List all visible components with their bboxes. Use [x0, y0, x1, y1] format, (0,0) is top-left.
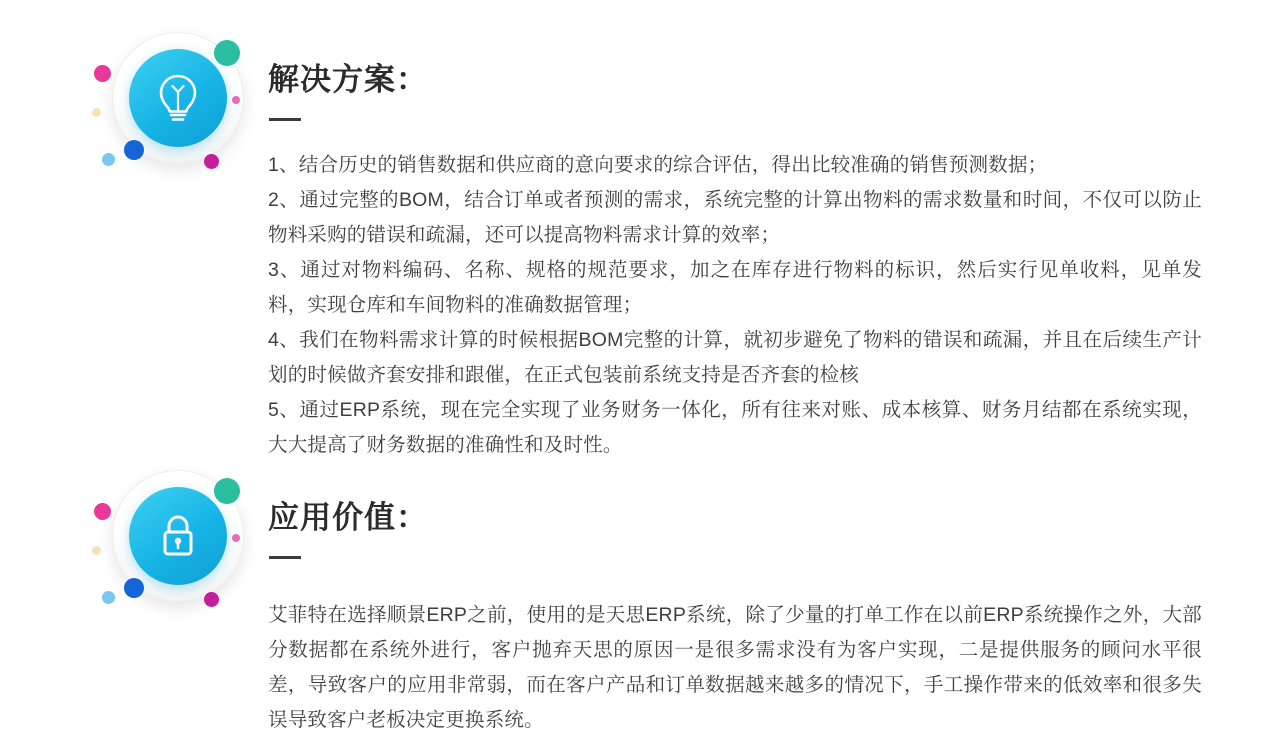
decorative-dot-small-pink	[232, 534, 240, 542]
decorative-dot-pink	[94, 65, 111, 82]
decorative-dot-small-pink	[232, 96, 240, 104]
solution-paragraph-2: 2、通过完整的BOM，结合订单或者预测的需求，系统完整的计算出物料的需求数量和时间，不仅可以防止物料采购的错误和疏漏，还可以提高物料需求计算的效率；	[268, 189, 1202, 246]
solution-paragraph-3: 3、通过对物料编码、名称、规格的规范要求，加之在库存进行物料的标识，然后实行见单收料，见单发料，实现仓库和车间物料的准确数据管理；	[268, 259, 1202, 316]
solution-paragraph-5: 5、通过ERP系统，现在完全实现了业务财务一体化，所有往来对账、成本核算、财务月结都在系统实现，大大提高了财务数据的准确性和及时性。	[268, 399, 1202, 456]
decorative-dot-pink	[94, 503, 111, 520]
decorative-dot-blue	[124, 140, 144, 160]
lock-icon	[129, 487, 227, 585]
page-title-solution: 解决方案：	[268, 62, 428, 97]
decorative-dot-cream	[92, 546, 101, 555]
value-body	[268, 598, 1202, 738]
decorative-dot-teal	[214, 478, 240, 504]
solution-body	[268, 148, 1202, 463]
solution-paragraph-4: 4、我们在物料需求计算的时候根据BOM完整的计算，就初步避免了物料的错误和疏漏，并且在后续生产计划的时候做齐套安排和跟催，在正式包装前系统支持是否齐套的检核	[268, 329, 1202, 386]
icon-cluster-solution	[82, 18, 252, 188]
icon-cluster-value	[82, 456, 252, 626]
decorative-dot-light-blue	[102, 153, 115, 166]
lightbulb-icon	[129, 49, 227, 147]
page-title-value: 应用价值：	[268, 500, 428, 535]
decorative-dot-light-blue	[102, 591, 115, 604]
decorative-dot-blue	[124, 578, 144, 598]
decorative-dot-teal	[214, 40, 240, 66]
value-paragraph-1: 艾菲特在选择顺景ERP之前，使用的是天思ERP系统，除了少量的打单工作在以前ERP系统操作之外，大部分数据都在系统外进行，客户抛弃天思的原因一是很多需求没有为客户实现，二是提供服务的顾问水平很差，导致客户的应用非常弱，而在客户产品和订单数据越来越多的情况下，手工操作带来的低效率和很多失误导致客户老板决定更换系统。	[268, 604, 1202, 731]
decorative-dot-cream	[92, 108, 101, 117]
solution-paragraph-1: 1、结合历史的销售数据和供应商的意向要求的综合评估，得出比较准确的销售预测数据；	[268, 154, 1048, 176]
title-underline-solution	[269, 118, 301, 121]
decorative-dot-magenta	[204, 592, 219, 607]
title-underline-value	[269, 556, 301, 559]
decorative-dot-magenta	[204, 154, 219, 169]
